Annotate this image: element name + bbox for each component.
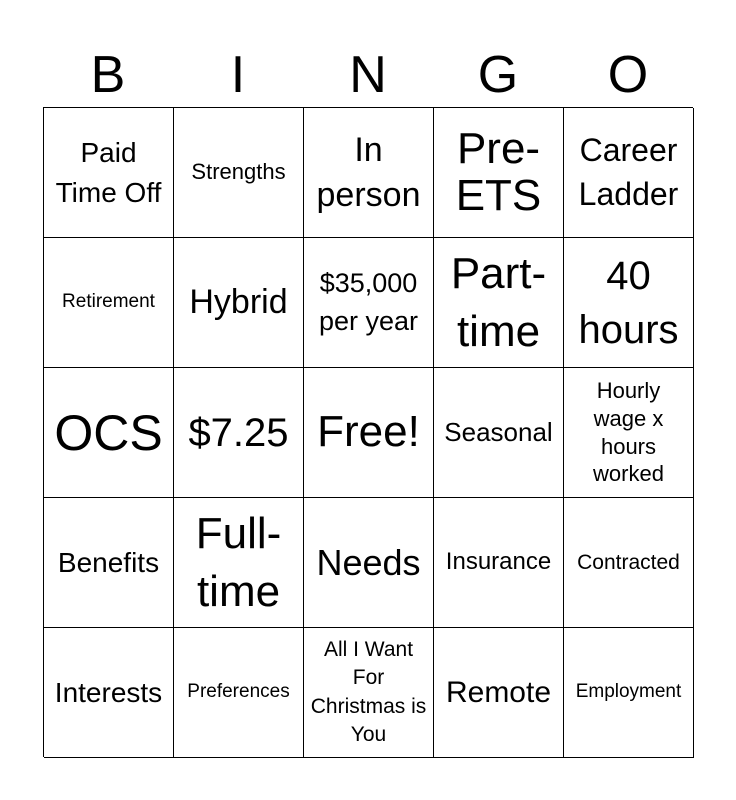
bingo-cell[interactable] [44, 498, 174, 628]
cell-text: Career Ladder [578, 132, 679, 212]
bingo-card-grid [43, 107, 693, 757]
cell-text: $7.25 [188, 410, 289, 455]
cell-text: Retirement [62, 291, 155, 313]
cell-text: Contracted [577, 550, 680, 574]
bingo-cell[interactable] [174, 368, 304, 498]
bingo-cell[interactable] [434, 628, 564, 758]
cell-text: Benefits [57, 546, 160, 578]
bingo-cell[interactable] [564, 628, 694, 758]
cell-text: Remote [445, 675, 552, 709]
header-letter-n: N [349, 46, 387, 104]
bingo-cell[interactable] [44, 108, 174, 238]
cell-text: Seasonal [444, 416, 553, 447]
bingo-cell[interactable] [174, 628, 304, 758]
header-letter-b: B [90, 46, 126, 104]
bingo-cell[interactable] [174, 238, 304, 368]
bingo-cell[interactable] [434, 498, 564, 628]
bingo-cell[interactable] [44, 238, 174, 368]
cell-text: Hybrid [189, 283, 288, 322]
header-letter-i: I [230, 46, 246, 104]
cell-text: Free! [317, 407, 420, 457]
bingo-cell[interactable] [564, 368, 694, 498]
cell-text: Interests [54, 676, 163, 708]
bingo-cell[interactable] [304, 628, 434, 758]
cell-text: OCS [54, 404, 163, 461]
bingo-cell[interactable] [304, 498, 434, 628]
bingo-cell[interactable] [174, 498, 304, 628]
bingo-cell[interactable] [434, 108, 564, 238]
cell-text: In person [316, 131, 421, 214]
bingo-cell[interactable] [564, 108, 694, 238]
bingo-cell[interactable] [174, 108, 304, 238]
bingo-cell[interactable] [44, 628, 174, 758]
header-letter-g: G [477, 46, 519, 104]
header-letter-o: O [607, 46, 649, 104]
cell-text: 40 hours [578, 253, 679, 352]
bingo-header [43, 42, 693, 108]
cell-text: All I Want For Christmas is You [310, 637, 427, 746]
bingo-cell[interactable] [564, 498, 694, 628]
cell-text: Needs [316, 541, 421, 583]
bingo-cell[interactable] [304, 368, 434, 498]
bingo-cell[interactable] [44, 368, 174, 498]
cell-text: Full-time [195, 509, 282, 616]
cell-text: Preferences [187, 681, 290, 703]
bingo-cell[interactable] [304, 108, 434, 238]
bingo-cell[interactable] [304, 238, 434, 368]
bingo-cell[interactable] [434, 238, 564, 368]
cell-text: Employment [575, 681, 682, 703]
cell-text: Part-time [450, 249, 547, 356]
cell-text: Insurance [445, 548, 552, 576]
bingo-cell[interactable] [434, 368, 564, 498]
cell-text: $35,000 per year [318, 268, 419, 336]
cell-text: Pre-ETS [455, 124, 542, 220]
cell-text: Strengths [191, 159, 286, 185]
cell-text: Hourly wage x hours worked [593, 377, 664, 487]
cell-text: Paid Time Off [55, 137, 162, 208]
bingo-cell[interactable] [564, 238, 694, 368]
